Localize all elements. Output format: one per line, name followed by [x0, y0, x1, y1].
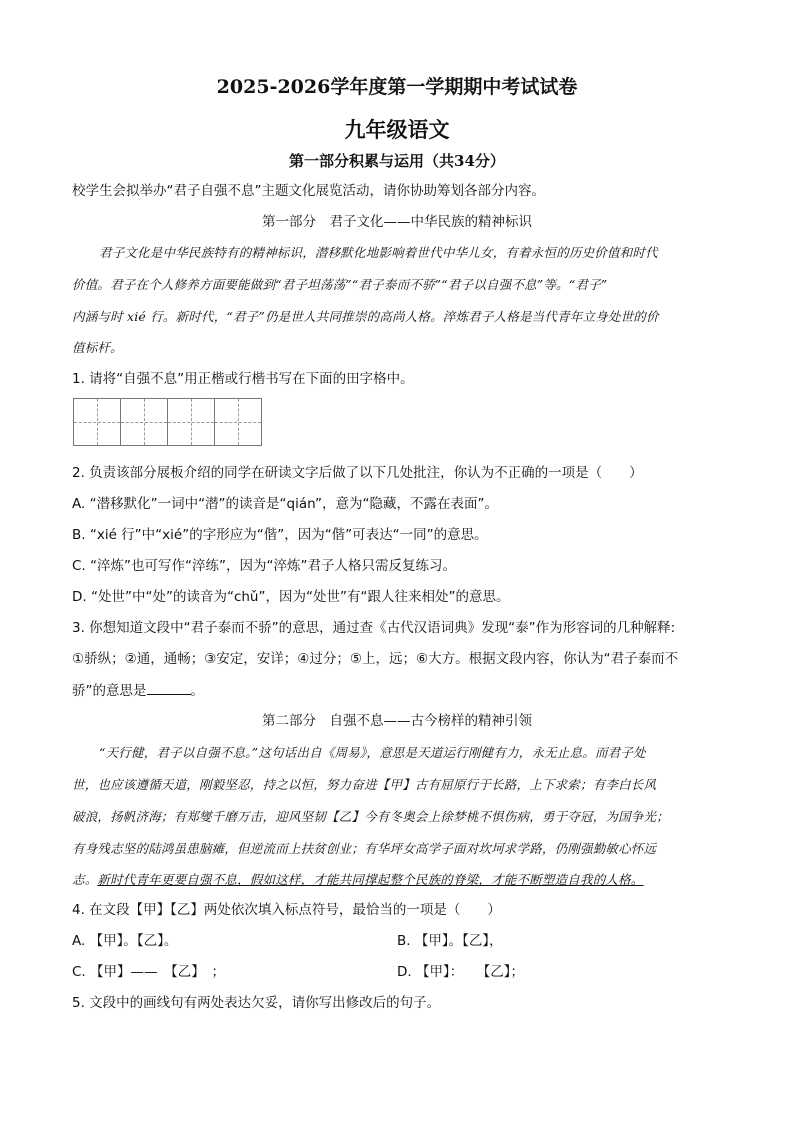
exam-title: 2025-2026学年度第一学期期中考试试卷 — [216, 76, 578, 98]
question-3-text: 骄”的意思是 — [72, 683, 147, 699]
question-2-option-c: C. “淬炼”也可写作“淬练”，因为“淬炼”君子人格只需反复练习。 — [72, 558, 456, 574]
part2-passage-line — [72, 870, 724, 890]
question-2-option-d: D. “处世”中“处”的读音为“chǔ”，因为“处世”有“跟人往来相处”的意思。 — [72, 589, 510, 605]
part2-passage-line: 有身残志坚的陆鸿虽患脑瘫，但逆流而上扶贫创业；有华坪女高学子面对坎坷求学路，仍刚强勤敏心怀远 — [72, 841, 657, 856]
question-2-option-a: A. “潜移默化”一词中“潜”的读音是“qián”，意为“隐藏，不露在表面”。 — [72, 496, 498, 512]
question-4-option-a: A. 【甲】。【乙】。 — [72, 933, 178, 949]
question-3-end: 。 — [190, 683, 204, 699]
part2-passage-line: “天行健，君子以自强不息。”这句话出自《周易》，意思是天道运行刚健有力，永无止息。而君子处 — [99, 745, 646, 760]
question-2-stem: 2. 负责该部分展板介绍的同学在研读文字后做了以下几处批注，你认为不正确的一项是（ ） — [72, 465, 643, 481]
question-1: 1. 请将“自强不息”用正楷或行楷书写在下面的田字格中。 — [72, 371, 414, 387]
question-4-option-b: B. 【甲】。【乙】， — [397, 933, 503, 949]
part1-heading: 第一部分 君子文化——中华民族的精神标识 — [262, 214, 532, 230]
part1-passage-line: 君子文化是中华民族特有的精神标识，潜移默化地影响着世代中华儿女，有着永恒的历史价值和时代 — [99, 245, 658, 260]
part2-passage-start: 志。 — [72, 872, 98, 887]
part2-passage-line: 破浪，扬帆济海；有郑燮千磨万击，迎风坚韧【乙】今有冬奥会上徐梦桃不惧伤病，勇于夺冠，为国争光； — [72, 809, 669, 824]
grid-cell[interactable] — [120, 398, 168, 446]
part1-passage-line: 价值。君子在个人修养方面要能做到“君子坦荡荡”“君子泰而不骄”“君子以自强不息”等。“君子” — [72, 277, 608, 292]
question-3-line: 3. 你想知道文段中“君子泰而不骄”的意思，通过查《古代汉语词典》发现“泰”作为形容词的几种解释: — [72, 620, 676, 636]
question-5: 5. 文段中的画线句有两处表达欠妥，请你写出修改后的句子。 — [72, 995, 441, 1011]
grid-cell[interactable] — [214, 398, 262, 446]
question-4-option-c: C. 【甲】—— 【乙】 ； — [72, 964, 226, 980]
question-4-stem: 4. 在文段【甲】【乙】两处依次填入标点符号，最恰当的一项是（ ） — [72, 902, 501, 918]
part2-passage-line: 世，也应该遵循天道，刚毅坚忍，持之以恒，努力奋进【甲】古有屈原行于长路，上下求索；有李白长风 — [72, 777, 657, 792]
intro-text: 校学生会拟举办“君子自强不息”主题文化展览活动，请你协助筹划各部分内容。 — [72, 183, 545, 199]
answer-blank[interactable] — [147, 680, 191, 695]
question-4-option-d: D. 【甲】： 【乙】； — [397, 964, 524, 980]
part1-passage-line: 内涵与时 xié 行。新时代，“君子”仍是世人共同推崇的高尚人格。淬炼君子人格是当代青年立身处世的价 — [72, 309, 659, 324]
writing-grid[interactable] — [73, 398, 261, 446]
question-3-line — [72, 680, 724, 701]
grid-cell[interactable] — [73, 398, 121, 446]
section-title: 第一部分积累与运用（共34分） — [289, 152, 505, 170]
part2-heading: 第二部分 自强不息——古今榜样的精神引领 — [262, 713, 532, 729]
underlined-sentence: 新时代青年更要自强不息，假如这样，才能共同撑起整个民族的脊梁，才能不断塑造自我的人格。 — [97, 872, 644, 887]
question-3-line: ①骄纵；②通，通畅；③安定，安详；④过分；⑤上，远；⑥大方。根据文段内容，你认为“君子泰而不 — [72, 651, 679, 667]
question-2-option-b: B. “xié 行”中“xié”的字形应为“偕”，因为“偕”可表达“一同”的意思。 — [72, 527, 488, 543]
grid-cell[interactable] — [167, 398, 215, 446]
part1-passage-line: 值标杆。 — [72, 340, 123, 355]
subject-title: 九年级语文 — [344, 117, 450, 142]
